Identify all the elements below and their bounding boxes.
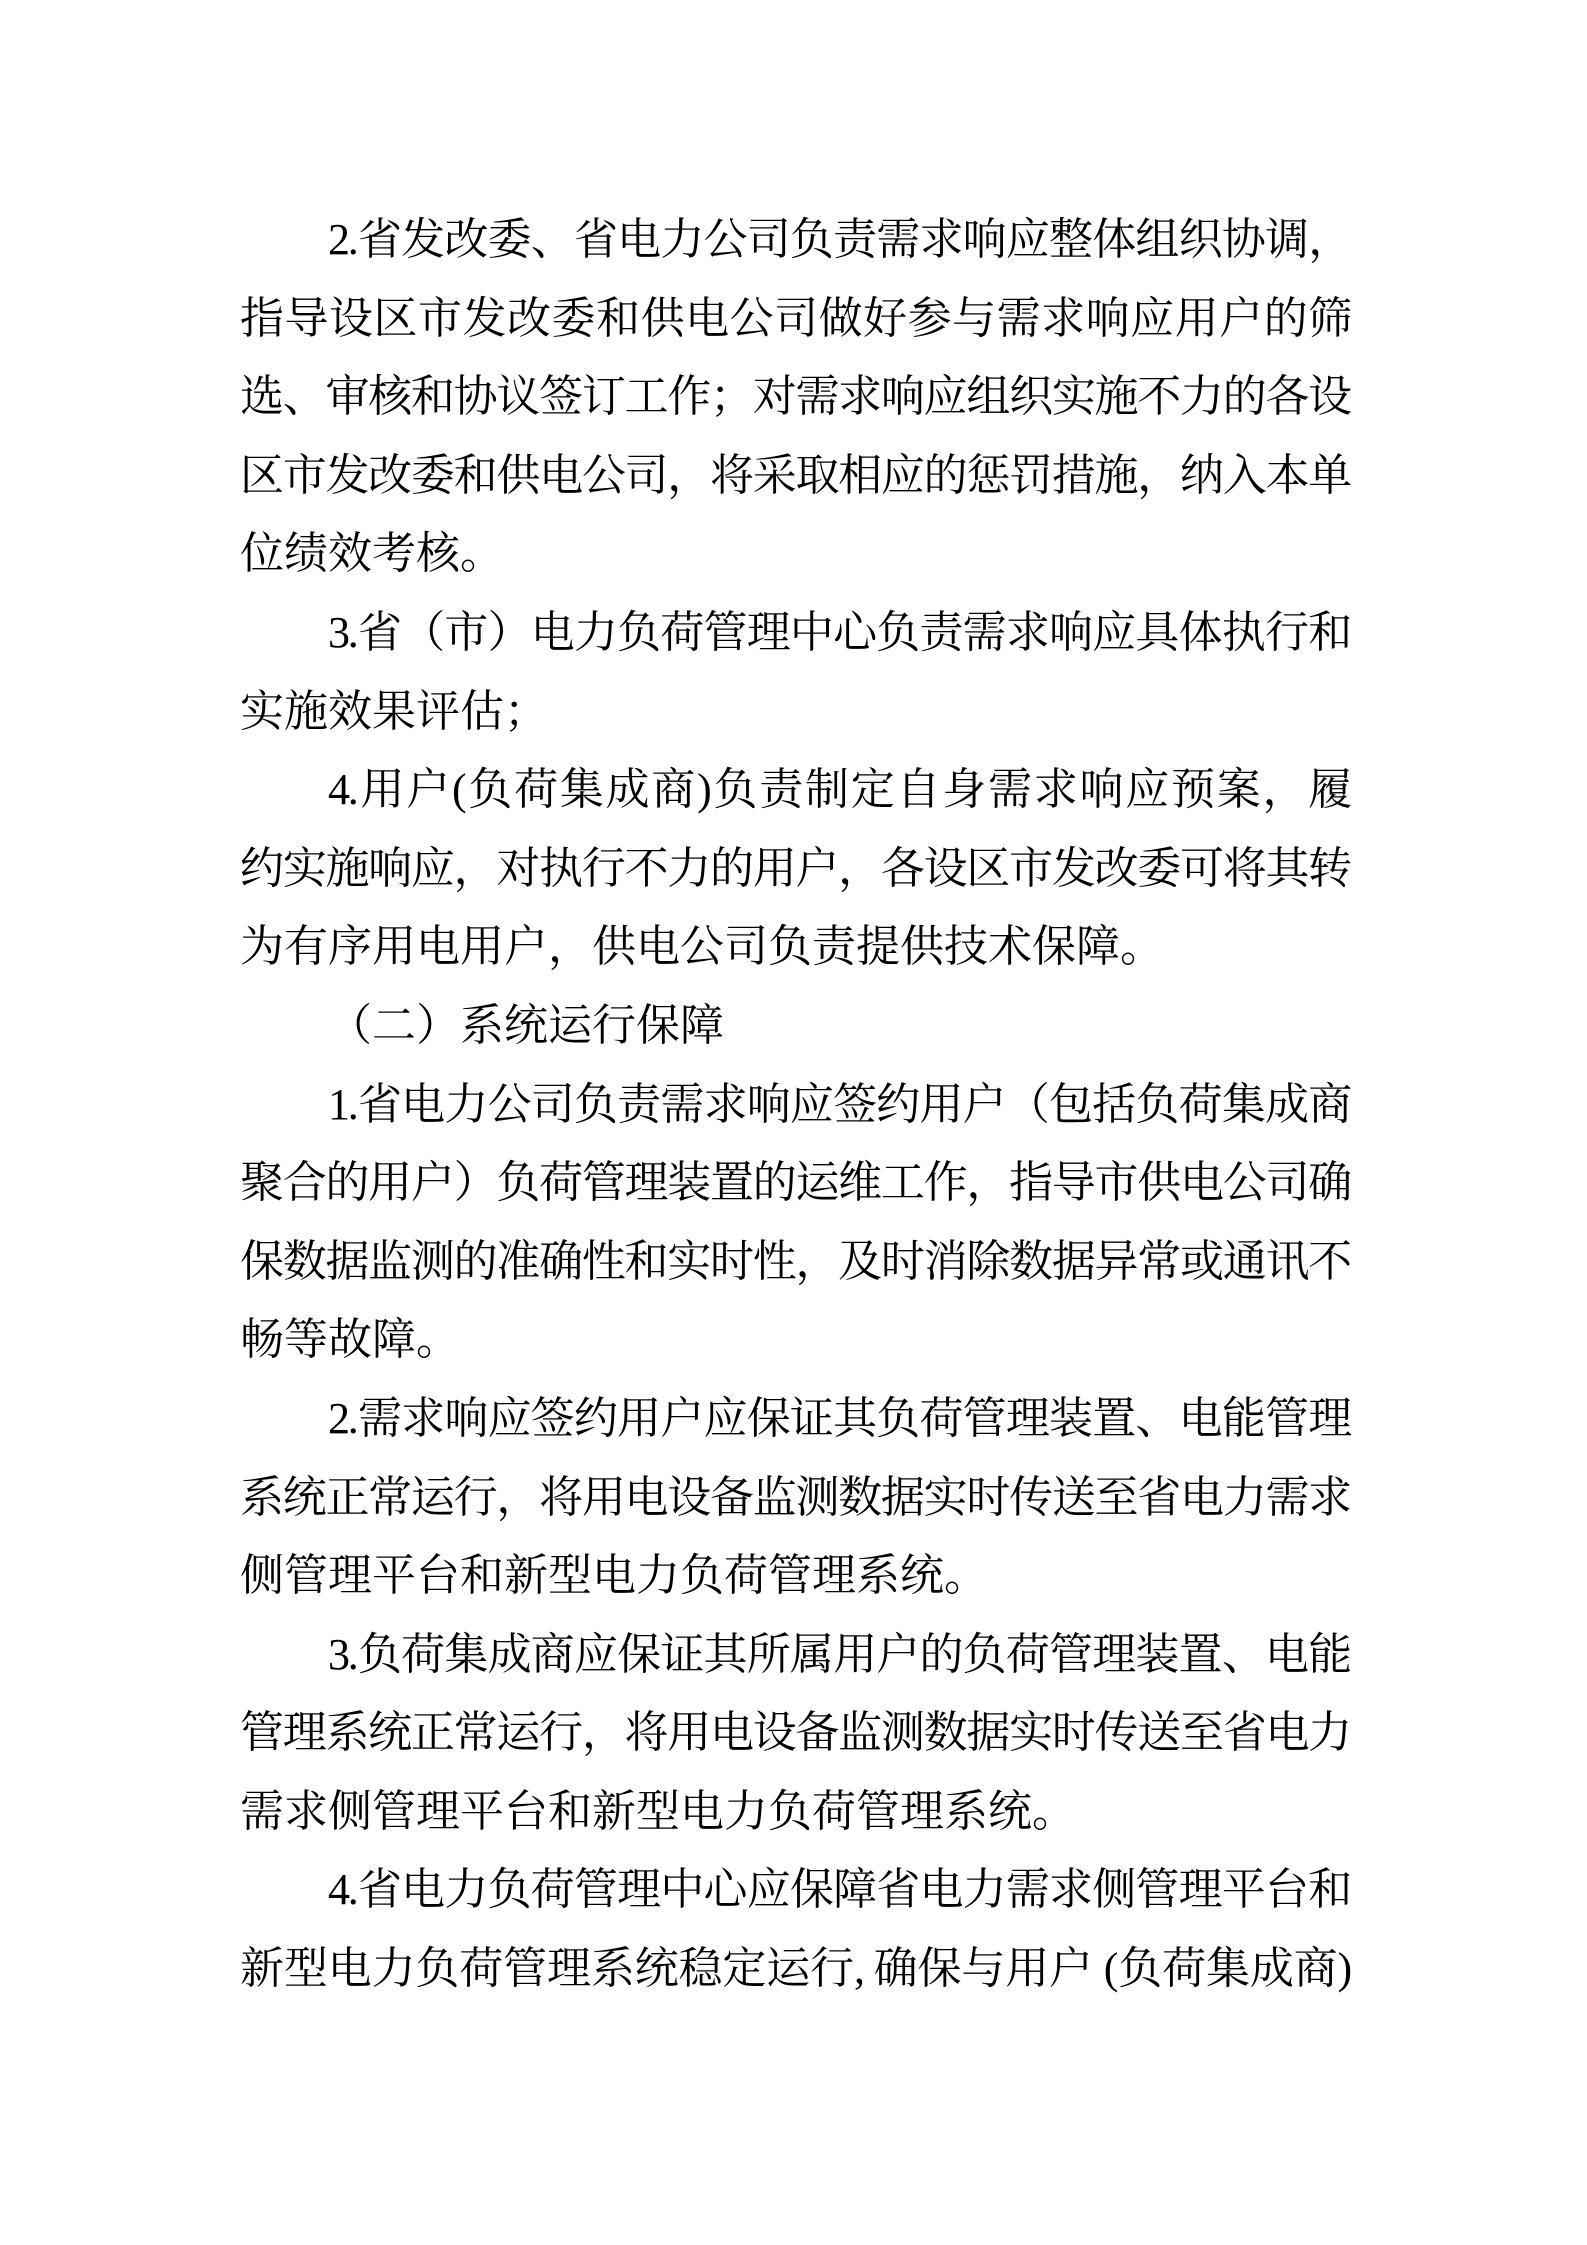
paragraph-sys-1 xyxy=(240,1066,1350,1380)
paragraph-sys-4 xyxy=(240,1851,1350,2008)
text-line: 新型电力负荷管理系统稳定运行, 确保与用户 (负荷集成商) xyxy=(240,1944,1350,1994)
text-line: 1.省电力公司负责需求响应签约用户（包括负荷集成商 xyxy=(328,1079,1350,1129)
text-line: 位绩效考核。 xyxy=(240,529,504,579)
text-line: 区市发改委和供电公司，将采取相应的惩罚措施，纳入本单 xyxy=(240,450,1350,500)
section-heading-2 xyxy=(240,987,1350,1066)
text-line: 4.省电力负荷管理中心应保障省电力需求侧管理平台和 xyxy=(328,1865,1350,1915)
paragraph-org-2 xyxy=(240,201,1350,594)
section-heading: （二）系统运行保障 xyxy=(328,1000,724,1050)
paragraph-sys-3 xyxy=(240,1616,1350,1852)
text-line: 约实施响应，对执行不力的用户，各设区市发改委可将其转 xyxy=(240,843,1350,893)
text-line: 选、审核和协议签订工作；对需求响应组织实施不力的各设 xyxy=(240,372,1350,422)
text-line: 3.负荷集成商应保证其所属用户的负荷管理装置、电能 xyxy=(328,1629,1350,1679)
paragraph-sys-2 xyxy=(240,1380,1350,1616)
text-line: 4.用户(负荷集成商)负责制定自身需求响应预案，履 xyxy=(328,765,1350,815)
text-line: 保数据监测的准确性和实时性，及时消除数据异常或通讯不 xyxy=(240,1236,1350,1286)
text-line: 系统正常运行，将用电设备监测数据实时传送至省电力需求 xyxy=(240,1472,1350,1522)
document-body xyxy=(240,201,1350,2009)
text-line: 管理系统正常运行，将用电设备监测数据实时传送至省电力 xyxy=(240,1708,1350,1758)
text-line: 指导设区市发改委和供电公司做好参与需求响应用户的筛 xyxy=(240,293,1350,343)
text-line: 3.省（市）电力负荷管理中心负责需求响应具体执行和 xyxy=(328,607,1350,657)
text-line: 2.需求响应签约用户应保证其负荷管理装置、电能管理 xyxy=(328,1393,1350,1443)
text-line: 2.省发改委、省电力公司负责需求响应整体组织协调， xyxy=(328,215,1350,264)
text-line: 聚合的用户）负荷管理装置的运维工作，指导市供电公司确 xyxy=(240,1158,1350,1208)
paragraph-org-4 xyxy=(240,751,1350,987)
text-line: 为有序用电用户，供电公司负责提供技术保障。 xyxy=(240,922,1164,972)
text-line: 侧管理平台和新型电力负荷管理系统。 xyxy=(240,1551,988,1601)
text-line: 畅等故障。 xyxy=(240,1315,460,1365)
text-line: 需求侧管理平台和新型电力负荷管理系统。 xyxy=(240,1786,1076,1836)
text-line: 实施效果评估； xyxy=(240,686,548,736)
paragraph-org-3 xyxy=(240,594,1350,751)
